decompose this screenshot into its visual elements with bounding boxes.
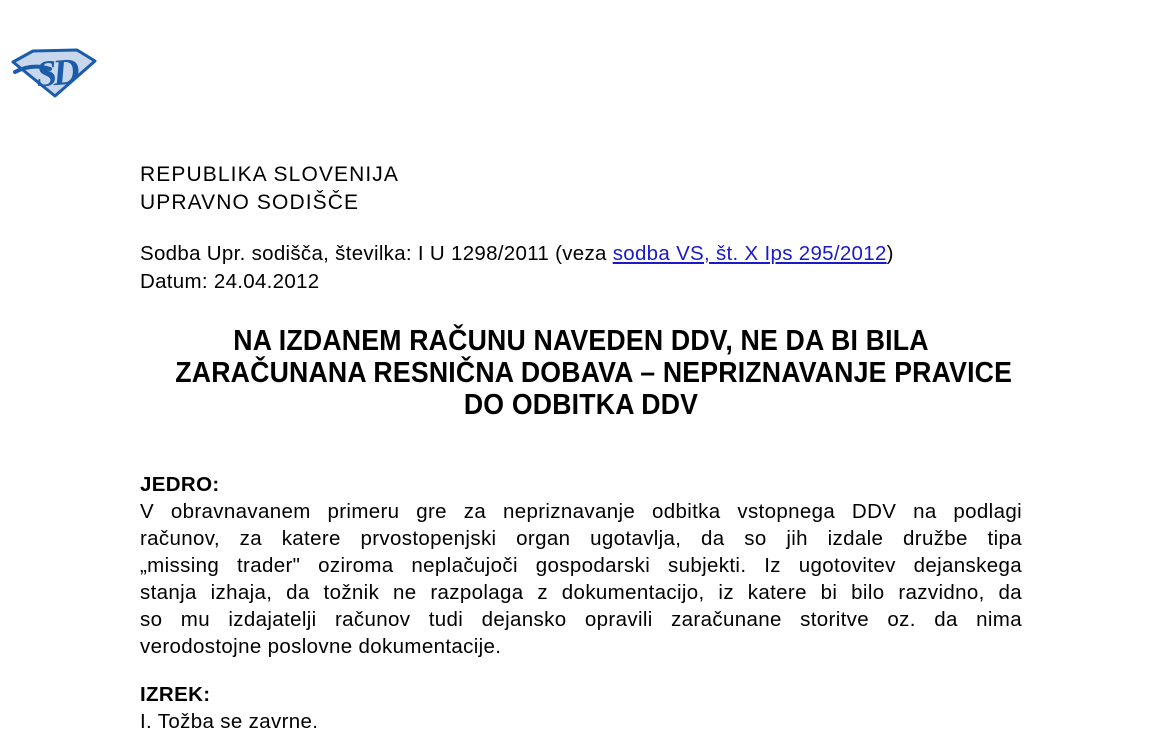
jedro-text-line: verodostojne poslovne dokumentacije. <box>140 635 502 658</box>
jedro-heading: JEDRO: <box>140 473 220 496</box>
izrek-text-line: I. Tožba se zavrne. <box>140 710 319 733</box>
jedro-text-line: so mu izdajatelji računov tudi dejansko opravili zaračunane storitve oz. da nima <box>140 608 1022 631</box>
jedro-text-line: računov, za katere prvostopenjski organ ugotavlja, da so jih izdale družbe tipa <box>140 527 1022 550</box>
document-title <box>140 325 1022 421</box>
title-line-1: NA IZDANEM RAČUNU NAVEDEN DDV, NE DA BI BILA <box>233 325 929 357</box>
sd-shield-icon <box>10 48 98 98</box>
izrek-section <box>140 681 1022 735</box>
court-name: UPRAVNO SODIŠČE <box>140 191 360 214</box>
jedro-text-line: „missing trader" oziroma neplačujoči gospodarski subjekti. Iz ugotovitev dejanskega <box>140 554 1022 577</box>
case-reference-block <box>140 240 1022 296</box>
case-reference-line <box>140 240 1022 268</box>
header-block <box>140 161 1022 217</box>
svg-text:SD: SD <box>34 51 78 96</box>
court-logo <box>10 48 98 98</box>
jedro-text-line: V obravnavanem primeru gre za nepriznavanje odbitka vstopnega DDV na podlagi <box>140 500 1022 523</box>
izrek-heading: IZREK: <box>140 683 211 706</box>
jedro-section <box>140 471 1022 660</box>
title-line-2: ZARAČUNANA RESNIČNA DOBAVA – NEPRIZNAVANJE PRAVICE <box>175 357 1013 389</box>
case-reference-suffix: ) <box>886 242 894 265</box>
date-line: Datum: 24.04.2012 <box>140 270 320 293</box>
case-reference-prefix: Sodba Upr. sodišča, številka: I U 1298/2011 (veza <box>140 242 613 265</box>
title-line-3: DO ODBITKA DDV <box>463 389 699 421</box>
related-case-link[interactable]: sodba VS, št. X Ips 295/2012 <box>612 242 887 265</box>
jedro-text-line: stanja izhaja, da tožnik ne razpolaga z dokumentacijo, iz katere bi bilo razvidno, da <box>140 581 1022 604</box>
republic-title: REPUBLIKA SLOVENIJA <box>140 163 399 186</box>
